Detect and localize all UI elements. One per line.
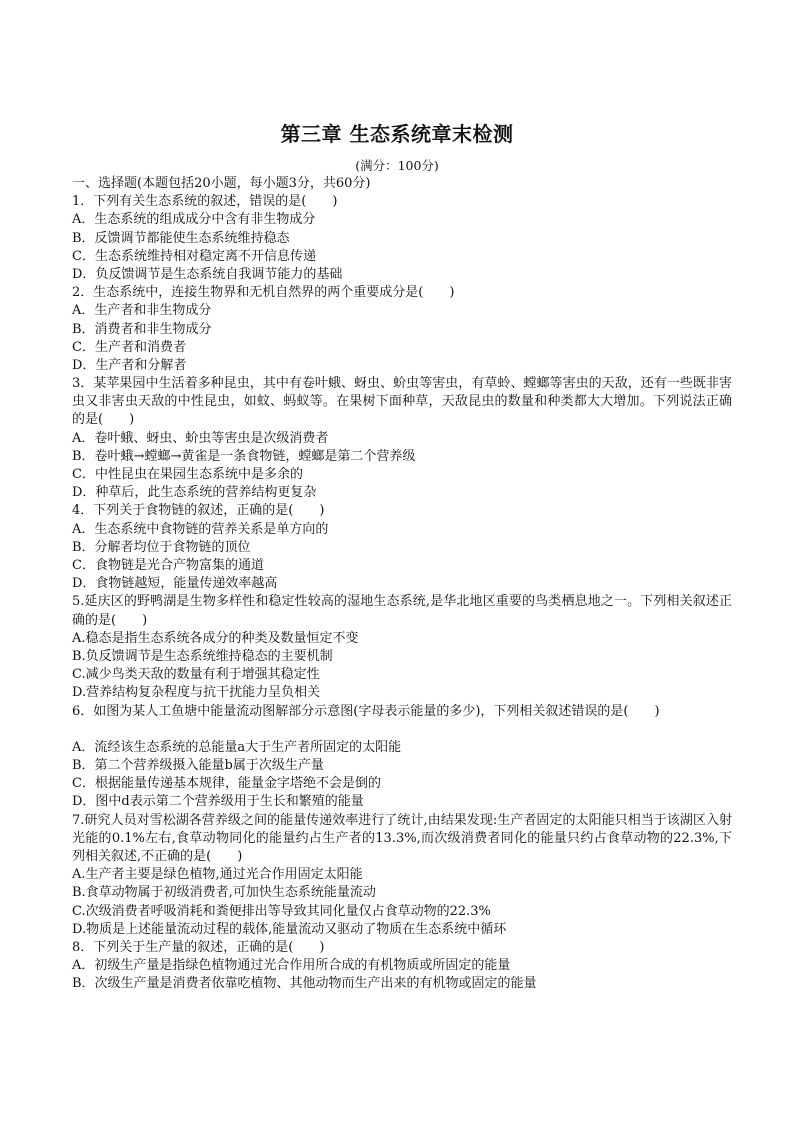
question-3-stem: 3．某苹果园中生活着多种昆虫，其中有卷叶蛾、蚜虫、蚧虫等害虫，有草蛉、螳螂等害虫的天敌，还有一些既非害虫又非害虫天敌的中性昆虫，如蚊、蚂蚁等。在果树下面种草，天敌昆虫的数量和种类都大大增加。下列说法正确的是( )	[72, 376, 732, 428]
question-7-option-b: B.食草动物属于初级消费者,可加快生态系统能量流动	[72, 885, 376, 901]
exam-body	[72, 175, 732, 994]
question-7-option-c: C.次级消费者呼吸消耗和粪便排出等导致其同化量仅占食草动物的22.3%	[72, 903, 491, 919]
question-4-stem: 4．下列关于食物链的叙述，正确的是( )	[72, 503, 325, 519]
question-7-stem: 7.研究人员对雪松湖各营养级之间的能量传递效率进行了统计,由结果发现:生产者固定的太阳能只相当于该湖区入射光能的0.1%左右,食草动物同化的能量约占生产者的13.3%,而次级消费者同化的能量只约占食草动物的22.3%,下列相关叙述,不正确的是( )	[72, 812, 732, 865]
question-5-option-c: C.减少鸟类天敌的数量有利于增强其稳定性	[72, 667, 320, 683]
question-1-option-d: D．负反馈调节是生态系统自我调节能力的基础	[72, 266, 343, 282]
full-score-note: (满分：100分)	[355, 158, 439, 173]
question-6-stem: 6．如图为某人工鱼塘中能量流动图解部分示意图(字母表示能量的多少)，下列相关叙述错误的是( )	[72, 703, 660, 719]
question-6-option-a: A．流经该生态系统的总能量a大于生产者所固定的太阳能	[72, 739, 402, 755]
question-4-option-b: B．分解者均位于食物链的顶位	[72, 539, 251, 555]
question-6-option-d: D．图中d表示第二个营养级用于生长和繁殖的能量	[72, 794, 364, 810]
question-8-stem: 8．下列关于生产量的叙述，正确的是( )	[72, 940, 325, 955]
question-2-option-c: C．生产者和消费者	[72, 339, 186, 355]
page-title: 第三章 生态系统章末检测	[280, 122, 514, 146]
question-2-stem: 2．生态系统中，连接生物界和无机自然界的两个重要成分是( )	[72, 285, 455, 301]
question-5-option-b: B.负反馈调节是生态系统维持稳态的主要机制	[72, 648, 333, 664]
question-5-option-d: D.营养结构复杂程度与抗干扰能力呈负相关	[72, 685, 321, 701]
question-1-stem: 1．下列有关生态系统的叙述，错误的是( )	[72, 194, 338, 210]
question-3-option-c: C．中性昆虫在果园生态系统中是多余的	[72, 467, 303, 483]
question-4-option-c: C．食物链是光合产物富集的通道	[72, 557, 264, 573]
question-4-option-d: D．食物链越短，能量传递效率越高	[72, 576, 278, 592]
question-3-option-a: A．卷叶蛾、蚜虫、蚧虫等害虫是次级消费者	[72, 430, 329, 446]
question-1-option-c: C．生态系统维持相对稳定离不开信息传递	[72, 248, 316, 264]
question-2-option-d: D．生产者和分解者	[72, 357, 187, 373]
section-heading: 一、选择题(本题包括20小题，每小题3分，共60分)	[72, 176, 371, 191]
question-7-option-d: D.物质是上述能量流动过程的载体,能量流动又驱动了物质在生态系统中循环	[72, 921, 507, 937]
question-7-option-a: A.生产者主要是绿色植物,通过光合作用固定太阳能	[72, 867, 363, 883]
question-4-option-a: A．生态系统中食物链的营养关系是单方向的	[72, 521, 329, 537]
question-8-option-a: A．初级生产量是指绿色植物通过光合作用所合成的有机物质或所固定的能量	[72, 958, 511, 974]
question-6-option-b: B．第二个营养级摄入能量b属于次级生产量	[72, 758, 324, 774]
question-5-option-a: A.稳态是指生态系统各成分的种类及数量恒定不变	[72, 630, 359, 646]
question-8-option-b: B．次级生产量是消费者依靠吃植物、其他动物而生产出来的有机物或固定的能量	[72, 976, 537, 992]
question-2-option-a: A．生产者和非生物成分	[72, 303, 212, 319]
question-2-option-b: B．消费者和非生物成分	[72, 321, 212, 337]
question-1-option-a: A．生态系统的组成成分中含有非生物成分	[72, 212, 316, 228]
question-3-option-d: D．种草后，此生态系统的营养结构更复杂	[72, 485, 317, 501]
question-6-option-c: C．根据能量传递基本规律，能量金字塔绝不会是倒的	[72, 776, 381, 792]
question-5-stem: 5.延庆区的野鸭湖是生物多样性和稳定性较高的湿地生态系统,是华北地区重要的鸟类栖息地之一。下列相关叙述正确的是( )	[72, 594, 732, 628]
question-1-option-b: B．反馈调节都能使生态系统维持稳态	[72, 230, 290, 246]
figure-placeholder	[72, 721, 732, 739]
question-3-option-b: B．卷叶蛾→螳螂→黄雀是一条食物链，螳螂是第二个营养级	[72, 448, 416, 464]
